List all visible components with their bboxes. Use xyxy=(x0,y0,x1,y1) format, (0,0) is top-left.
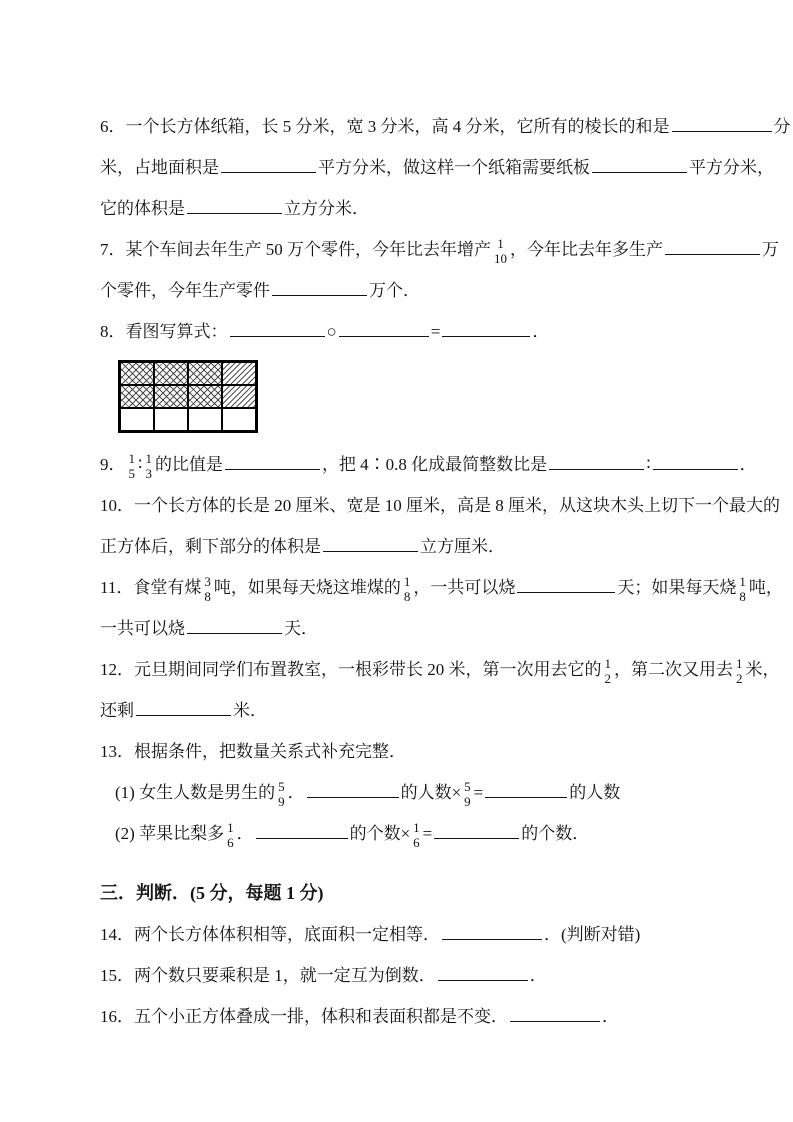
text-run: = xyxy=(422,824,433,843)
question6-line2 xyxy=(100,147,774,188)
text-run: ○ xyxy=(326,322,337,341)
text-run: ． xyxy=(236,824,254,843)
fraction xyxy=(602,656,615,687)
grid-cell-empty xyxy=(154,408,188,431)
text-run: 米． xyxy=(233,701,267,720)
question8-line1 xyxy=(100,311,693,352)
answer-blank[interactable] xyxy=(438,964,528,981)
text-run: 还剩 xyxy=(100,701,134,720)
fraction xyxy=(224,820,237,851)
answer-blank[interactable] xyxy=(485,781,567,798)
text-run: 立方厘米． xyxy=(420,537,505,556)
grid-cell-cross xyxy=(188,385,222,408)
fraction-numerator: 1 xyxy=(736,655,743,671)
question8-diagram xyxy=(100,352,693,444)
text-run: 16．五个小正方体叠成一排，体积和表面积都是不变． xyxy=(100,1007,508,1026)
answer-blank[interactable] xyxy=(136,699,231,716)
fraction-denominator: 6 xyxy=(227,835,234,851)
fraction-numerator: 3 xyxy=(204,573,211,589)
fraction-denominator: 8 xyxy=(403,589,411,605)
text-run: 正方体后，剩下部分的体积是 xyxy=(100,537,321,556)
text-run: ． xyxy=(739,455,757,474)
grid-cell-cross xyxy=(188,362,222,385)
answer-blank[interactable] xyxy=(187,197,282,214)
text-run: 的人数× xyxy=(400,783,462,802)
fraction-numerator: 1 xyxy=(227,819,234,835)
fraction-denominator: 6 xyxy=(413,835,420,851)
question9-line1 xyxy=(100,444,757,485)
text-run: ． xyxy=(532,322,550,341)
fraction-numerator: 1 xyxy=(145,450,152,466)
text-run: 个零件，今年生产零件 xyxy=(100,281,270,300)
text-run: ． xyxy=(287,783,305,802)
text-run: 三．判断．(5 分，每题 1 分) xyxy=(100,883,324,903)
question7-line2 xyxy=(100,270,693,311)
answer-blank[interactable] xyxy=(256,822,348,839)
text-run: 6．一个长方体纸箱，长 5 分米，宽 3 分米，高 4 分米，它所有的棱长的和是 xyxy=(100,117,670,136)
text-run: 9． xyxy=(100,455,126,474)
answer-blank[interactable] xyxy=(272,279,367,296)
text-run: 的个数× xyxy=(349,824,411,843)
grid-cell-diag xyxy=(222,362,256,385)
answer-blank[interactable] xyxy=(653,453,738,470)
text-run: 天． xyxy=(284,619,318,638)
answer-blank[interactable] xyxy=(225,453,320,470)
fraction-numerator: 1 xyxy=(403,573,411,589)
question7-line1 xyxy=(100,229,779,270)
grid-cell-empty xyxy=(222,408,256,431)
fraction-denominator: 9 xyxy=(464,794,471,810)
fraction xyxy=(733,656,746,687)
text-run: = xyxy=(430,322,441,341)
text-run: 天；如果每天烧 xyxy=(617,578,737,597)
grid-cell-cross xyxy=(154,362,188,385)
fraction-denominator: 3 xyxy=(145,466,152,482)
fraction xyxy=(201,574,214,605)
fraction-denominator: 8 xyxy=(204,589,211,605)
grid-cell-empty xyxy=(120,408,154,431)
text-run: (2) 苹果比梨多 xyxy=(115,824,225,843)
question13-line1 xyxy=(100,731,693,772)
answer-blank[interactable] xyxy=(442,320,530,337)
text-run: 的人数 xyxy=(569,783,621,802)
fraction-numerator: 5 xyxy=(464,778,471,794)
text-run: ． xyxy=(602,1007,619,1026)
text-run: (1) 女生人数是男生的 xyxy=(115,783,276,802)
question12-line1 xyxy=(100,649,780,690)
question16-line1 xyxy=(100,996,693,1037)
text-run: 一共可以烧 xyxy=(100,619,185,638)
fraction-numerator: 1 xyxy=(739,573,746,589)
answer-blank[interactable] xyxy=(549,453,644,470)
answer-blank[interactable] xyxy=(442,923,542,940)
text-run: 米，占地面积是 xyxy=(100,158,219,177)
answer-blank[interactable] xyxy=(665,238,760,255)
fraction xyxy=(410,820,423,851)
grid-cell-diag xyxy=(222,385,256,408)
section3-heading xyxy=(100,873,693,914)
question15-line1 xyxy=(100,955,693,996)
text-run: ．(判断对错) xyxy=(544,925,641,944)
text-run: ． xyxy=(529,966,547,985)
text-run: 14．两个长方体体积相等，底面积一定相等． xyxy=(100,925,440,944)
fraction xyxy=(126,451,139,482)
fraction xyxy=(275,779,288,810)
answer-blank[interactable] xyxy=(323,535,418,552)
fraction-denominator: 8 xyxy=(739,589,746,605)
question10-line2 xyxy=(100,526,693,567)
text-run: 它的体积是 xyxy=(100,199,185,218)
text-run: ，把 4∶0.8 化成最简整数比是 xyxy=(321,455,548,474)
answer-blank[interactable] xyxy=(672,115,772,132)
answer-blank[interactable] xyxy=(187,617,282,634)
question10-line1 xyxy=(100,485,780,526)
text-run: ，一共可以烧 xyxy=(413,578,516,597)
text-run: 吨， xyxy=(748,578,783,597)
text-run: 米， xyxy=(745,660,780,679)
fraction-numerator: 1 xyxy=(413,819,420,835)
grid-cell-cross xyxy=(154,385,188,408)
answer-blank[interactable] xyxy=(510,1005,600,1022)
fraction-denominator: 5 xyxy=(128,466,135,482)
answer-blank[interactable] xyxy=(592,156,687,173)
fraction-denominator: 2 xyxy=(736,671,743,687)
fraction xyxy=(401,574,414,605)
fraction xyxy=(461,779,474,810)
text-run: ∶ xyxy=(646,455,651,474)
fraction-numerator: 1 xyxy=(604,655,611,671)
text-run: 吨，如果每天烧这堆煤的 xyxy=(213,578,401,597)
text-run: 7．某个车间去年生产 50 万个零件，今年比去年增产 xyxy=(100,240,491,259)
fraction-numerator: 5 xyxy=(278,778,285,794)
question11-line2 xyxy=(100,608,693,649)
text-run: 分 xyxy=(773,117,791,136)
text-run: 平方分米， xyxy=(689,158,774,177)
grid-cell-empty xyxy=(188,408,222,431)
text-run: 10．一个长方体的长是 20 厘米、宽是 10 厘米，高是 8 厘米，从这块木头上切下一个最大的 xyxy=(100,496,780,515)
grid-cell-cross xyxy=(120,362,154,385)
text-run: 12．元旦期间同学们布置教室，一根彩带长 20 米，第一次用去它的 xyxy=(100,660,602,679)
answer-blank[interactable] xyxy=(221,156,316,173)
text-run: ，今年比去年多生产 xyxy=(510,240,663,259)
text-run: 的比值是 xyxy=(154,455,223,474)
fraction-numerator: 1 xyxy=(497,235,504,251)
text-run: 11．食堂有煤 xyxy=(100,578,202,597)
answer-blank[interactable] xyxy=(339,320,429,337)
fraction xyxy=(491,236,510,267)
text-run: 万 xyxy=(762,240,779,259)
fraction-denominator: 10 xyxy=(494,251,507,267)
text-run: 13．根据条件，把数量关系式补充完整． xyxy=(100,742,406,761)
answer-blank[interactable] xyxy=(517,576,615,593)
text-run: ，第二次又用去 xyxy=(614,660,733,679)
fraction-grid-diagram xyxy=(118,360,258,433)
fraction-denominator: 2 xyxy=(604,671,611,687)
answer-blank[interactable] xyxy=(307,781,399,798)
question11-line1 xyxy=(100,567,783,608)
grid-cell-cross xyxy=(120,385,154,408)
fraction xyxy=(736,574,749,605)
question13-sub2 xyxy=(100,813,693,854)
text-run: 立方分米． xyxy=(284,199,369,218)
question6-line1 xyxy=(100,106,791,147)
fraction xyxy=(142,451,155,482)
fraction-numerator: 1 xyxy=(128,450,135,466)
text-run: 平方分米，做这样一个纸箱需要纸板 xyxy=(318,158,590,177)
question13-sub1 xyxy=(100,772,693,813)
text-run: 万个． xyxy=(369,281,420,300)
text-run: 的个数． xyxy=(521,824,590,843)
text-run: 15．两个数只要乘积是 1，就一定互为倒数． xyxy=(100,966,436,985)
text-run: ∶ xyxy=(138,455,143,474)
fraction-denominator: 9 xyxy=(278,794,285,810)
text-run: = xyxy=(473,783,484,802)
question14-line1 xyxy=(100,914,693,955)
answer-blank[interactable] xyxy=(434,822,519,839)
question6-line3 xyxy=(100,188,693,229)
question12-line2 xyxy=(100,690,693,731)
answer-blank[interactable] xyxy=(230,320,325,337)
text-run: 8．看图写算式： xyxy=(100,322,228,341)
